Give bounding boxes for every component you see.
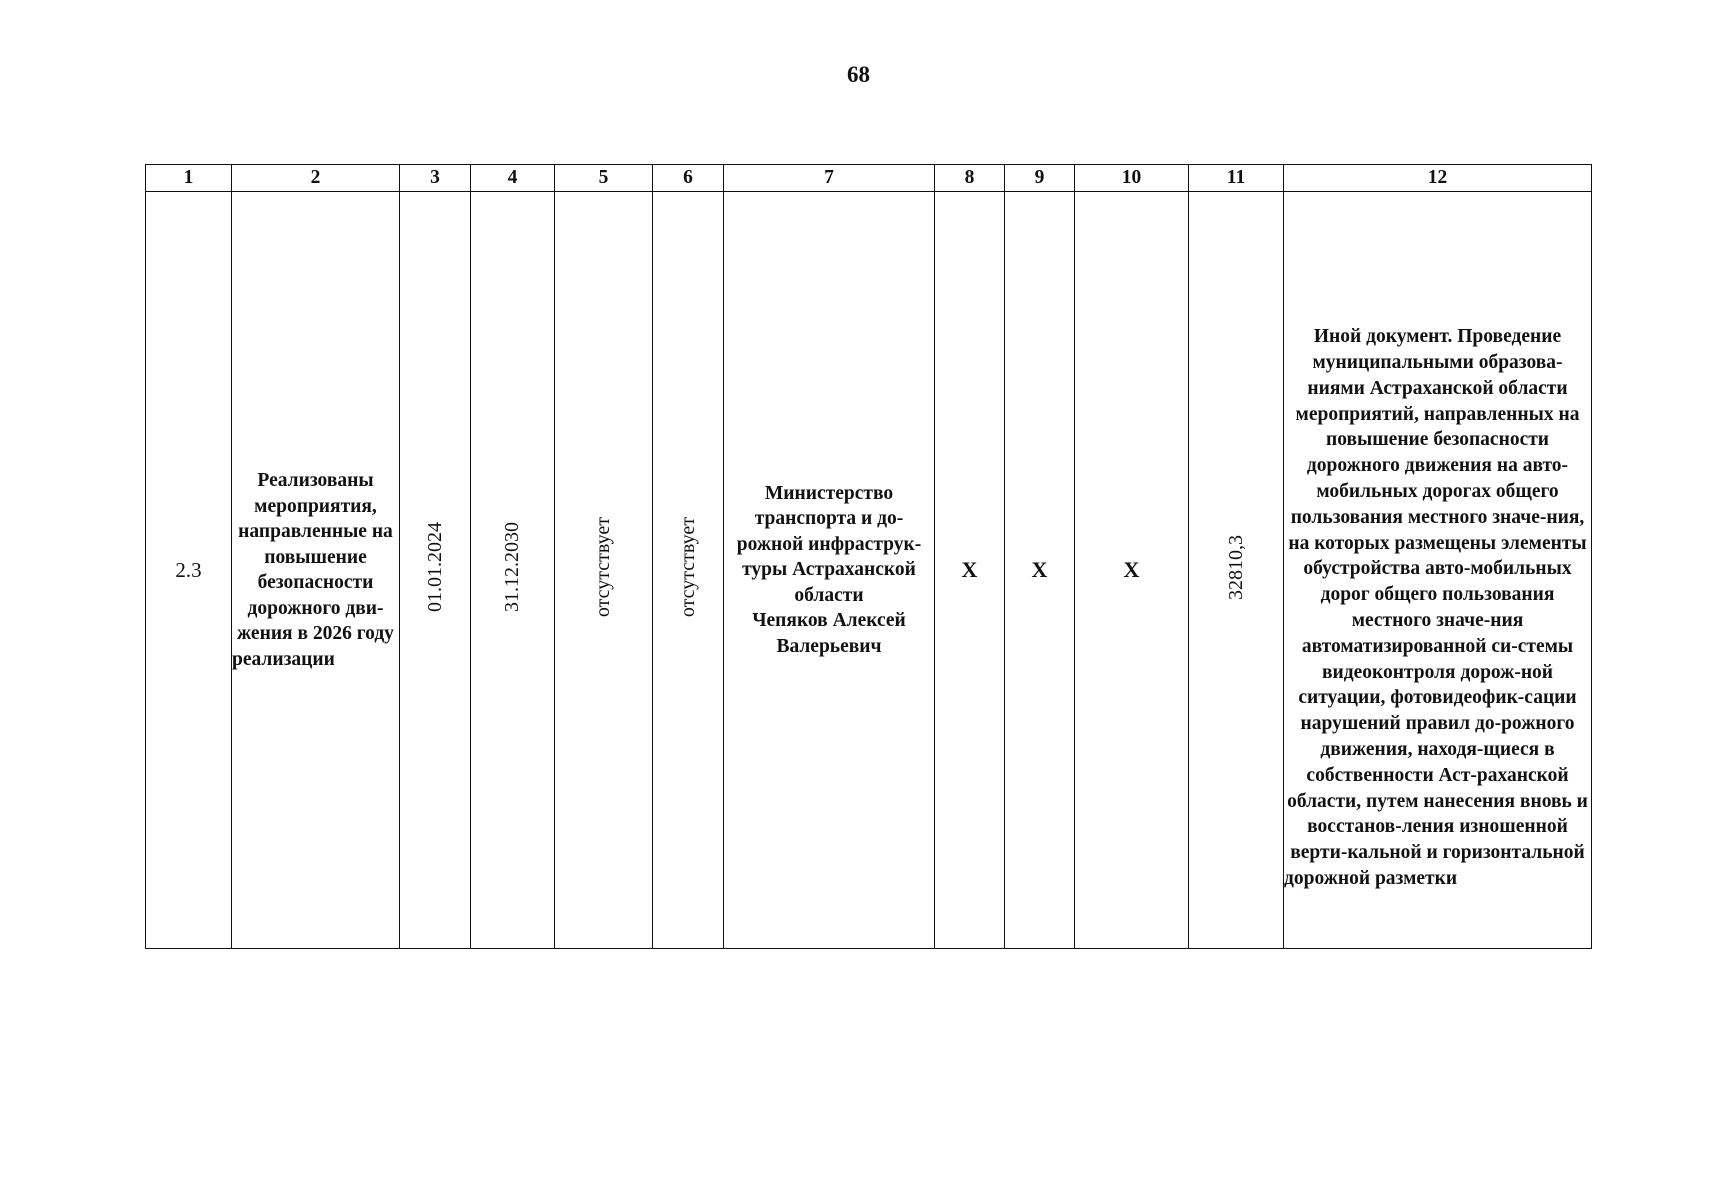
end-date: 31.12.2030 — [501, 522, 523, 612]
header-col-9: 9 — [1005, 165, 1075, 192]
header-col-2: 2 — [232, 165, 400, 192]
header-col-3: 3 — [400, 165, 471, 192]
amount-cell — [1189, 192, 1284, 949]
row-description: Реализованы мероприятия, направленные на повышение безопасности дорожного дви-жения в 2026 году реализации — [232, 470, 394, 670]
header-col-11: 11 — [1189, 165, 1284, 192]
col9-cell — [1005, 192, 1075, 949]
col6-cell — [653, 192, 724, 949]
row-id: 2.3 — [175, 557, 202, 582]
row-id-cell — [146, 192, 232, 949]
table-row — [146, 192, 1592, 949]
document-text: Иной документ. Проведение муниципальными образова-ниями Астраханской области мероприятий, направленных на повышение безопасности дорожного движения на авто-мобильных дорогах общего пользования местного значе-ния, на которых размещены элементы обустройства авто-мобильных дорог общего пользования местного значе-ния автоматизированной си-стемы видеоконтроля дорож-ной ситуации, фотовидеофик-сации нарушений правил до-рожного движения, находя-щиеся в собственности Аст-раханской области, путем нанесения вновь и восстанов-ления изношенной верти-кальной и горизонтальной дорожной разметки — [1284, 326, 1588, 889]
col10-cell — [1075, 192, 1189, 949]
header-col-1: 1 — [146, 165, 232, 192]
end-date-cell — [471, 192, 555, 949]
header-col-8: 8 — [935, 165, 1005, 192]
col5-cell — [555, 192, 653, 949]
page-number: 68 — [847, 62, 870, 87]
responsible-org: Министерство транспорта и до-рожной инфраструк-туры Астраханской области — [736, 482, 922, 606]
header-col-10: 10 — [1075, 165, 1189, 192]
amount-value: 32810,3 — [1224, 534, 1247, 600]
header-col-4: 4 — [471, 165, 555, 192]
header-col-12: 12 — [1284, 165, 1592, 192]
responsible-cell — [724, 192, 935, 949]
col10-value: X — [1123, 557, 1140, 582]
document-cell — [1284, 192, 1592, 949]
measures-table — [145, 164, 1592, 949]
header-col-7: 7 — [724, 165, 935, 192]
col8-cell — [935, 192, 1005, 949]
header-row — [146, 165, 1592, 192]
responsible-person: Чепяков Алексей Валерьевич — [752, 610, 906, 657]
col8-value: X — [961, 557, 978, 582]
col5-value: отсутствует — [592, 516, 614, 618]
col9-value: X — [1031, 557, 1048, 582]
header-col-6: 6 — [653, 165, 724, 192]
col6-value: отсутствует — [676, 516, 699, 618]
start-date-cell — [400, 192, 471, 949]
start-date: 01.01.2024 — [423, 522, 446, 612]
description-cell — [232, 192, 400, 949]
header-col-5: 5 — [555, 165, 653, 192]
